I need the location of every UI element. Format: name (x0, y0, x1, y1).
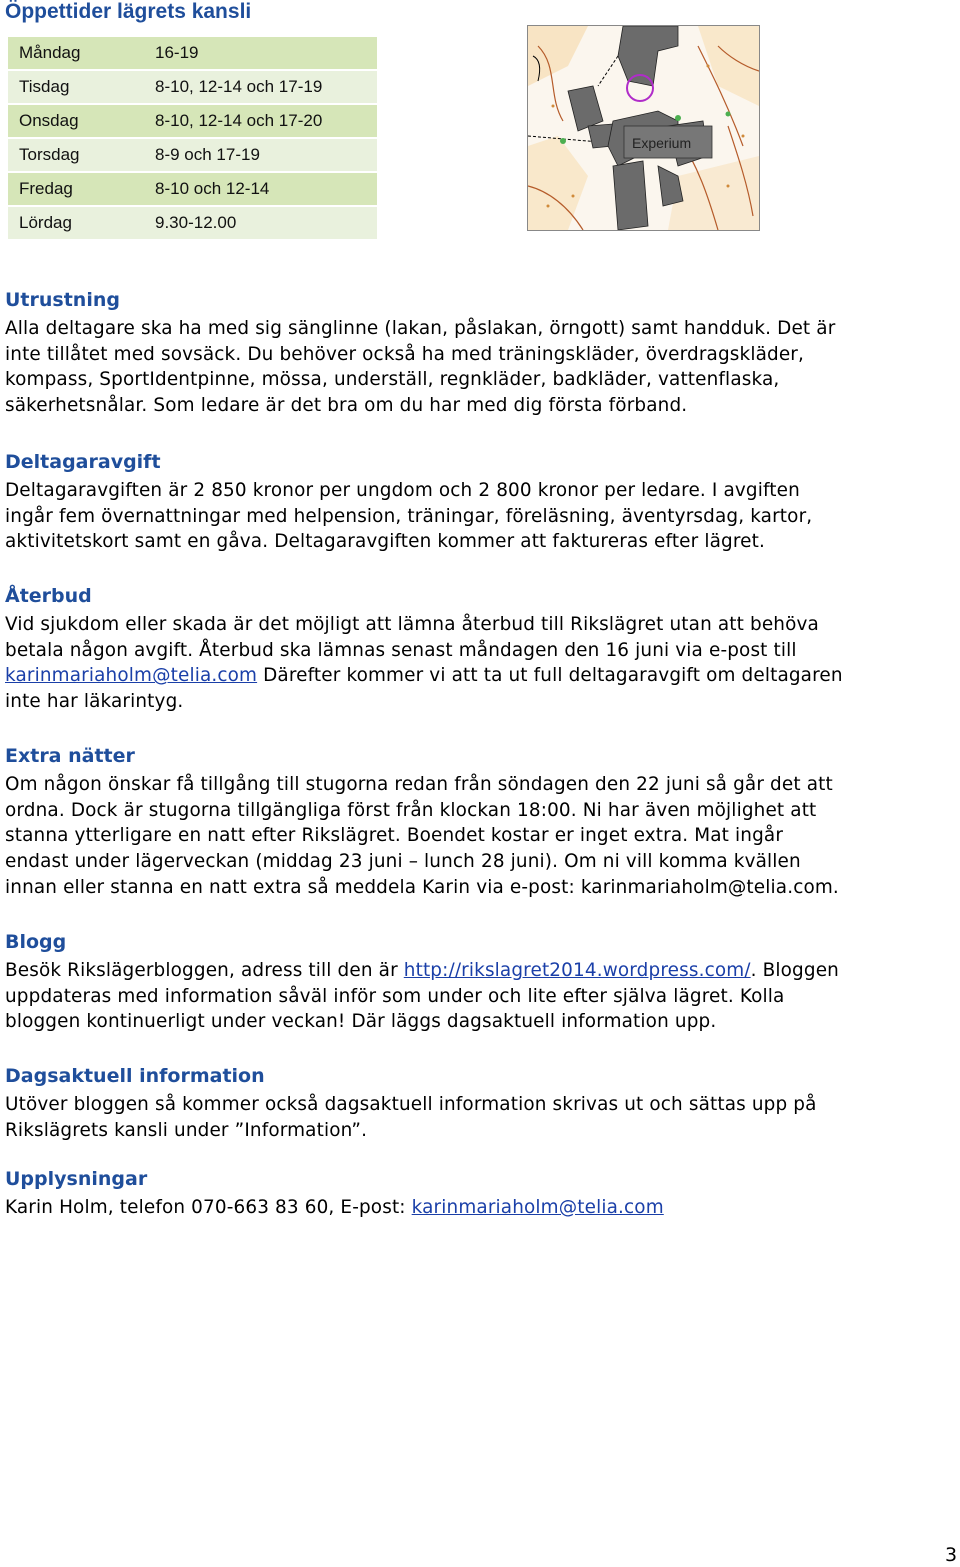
text-line: ingår fem övernattningar med helpension, träningar, föreläsning, äventyrsdag, kartor, (5, 505, 813, 527)
time-cell: 16-19 (144, 37, 377, 71)
section-blogg (5, 929, 960, 1035)
section-utrustning (5, 287, 960, 419)
section-aterbud (5, 583, 960, 715)
section-upplysningar (5, 1166, 960, 1221)
time-cell: 8-10, 12-14 och 17-20 (144, 105, 377, 139)
text-line: stanna ytterligare en natt efter Rikslägret. Boendet kostar er inget extra. Mat ingår (5, 825, 784, 847)
text-line: bloggen kontinuerligt under veckan! Där läggs dagsaktuell information upp. (5, 1011, 717, 1033)
section-body (5, 1092, 960, 1143)
section-body (5, 772, 960, 901)
section-heading: Återbud (5, 585, 92, 607)
text-line: Karin Holm, telefon 070-663 83 60, E-post: (5, 1197, 412, 1218)
text-line: Rikslägrets kansli under ”Information”. (5, 1119, 368, 1141)
text-line: Deltagaravgiften är 2 850 kronor per ungdom och 2 800 kronor per ledare. I avgiften (5, 480, 800, 501)
time-cell: 8-9 och 17-19 (144, 139, 377, 173)
email-link[interactable]: karinmariaholm@telia.com (411, 1197, 664, 1218)
orienteering-map (527, 25, 760, 231)
text-line: Utöver bloggen så kommer också dagsaktuell information skrivas ut och sättas upp på (5, 1094, 817, 1115)
table-row (8, 105, 377, 139)
section-heading: Upplysningar (5, 1168, 148, 1190)
blog-link[interactable]: http://rikslagret2014.wordpress.com/ (403, 960, 751, 981)
day-cell: Onsdag (8, 105, 144, 139)
email-link[interactable]: karinmariaholm@telia.com (5, 665, 258, 687)
text-line: Alla deltagare ska ha med sig sänglinne (lakan, påslakan, örngott) samt handduk. Det är (5, 318, 836, 339)
text-line: inte har läkarintyg. (5, 691, 184, 713)
text-line: säkerhetsnålar. Som ledare är det bra om du har med dig första förband. (5, 395, 688, 417)
section-body (5, 478, 960, 555)
section-heading: Deltagaravgift (5, 451, 161, 473)
day-cell: Lördag (8, 207, 144, 241)
section-heading: Utrustning (5, 289, 120, 311)
text-line: betala någon avgift. Återbud ska lämnas senast måndagen den 16 juni via e-post till (5, 639, 797, 661)
table-row (8, 139, 377, 173)
day-cell: Tisdag (8, 71, 144, 105)
section-heading: Blogg (5, 931, 67, 953)
section-body (5, 612, 960, 715)
text-line: Besök Rikslägerbloggen, adress till den är (5, 960, 404, 981)
page-title: Öppettider lägrets kansli (5, 0, 252, 23)
time-cell: 9.30-12.00 (144, 207, 377, 241)
section-deltagaravgift (5, 449, 960, 555)
table-row (8, 71, 377, 105)
text-line: inte tillåtet med sovsäck. Du behöver också ha med träningskläder, överdragskläder, (5, 343, 804, 365)
day-cell: Måndag (8, 37, 144, 71)
section-dagsaktuell (5, 1063, 960, 1143)
section-heading: Dagsaktuell information (5, 1065, 265, 1087)
text-line: endast under lägerveckan (middag 23 juni – lunch 28 juni). Om ni vill komma kvällen (5, 851, 801, 873)
section-extra-natter (5, 743, 960, 901)
section-heading: Extra nätter (5, 745, 135, 767)
text-line: uppdateras med information såväl inför som under och lite efter själva lägret. Kolla (5, 985, 785, 1007)
section-body (5, 1195, 960, 1221)
map-label: Experium (632, 135, 692, 151)
text-line: . Bloggen (750, 960, 839, 981)
text-line: Om någon önskar få tillgång till stugorna redan från söndagen den 22 juni så går det att (5, 774, 833, 795)
text-line: Vid sjukdom eller skada är det möjligt att lämna återbud till Rikslägret utan att behöva (5, 614, 819, 635)
day-cell: Torsdag (8, 139, 144, 173)
day-cell: Fredag (8, 173, 144, 207)
text-line: ordna. Dock är stugorna tillgängliga först från klockan 18:00. Ni har även möjlighet att (5, 799, 817, 821)
table-row (8, 173, 377, 207)
text-line: kompass, SportIdentpinne, mössa, underställ, regnkläder, badkläder, vattenflaska, (5, 369, 780, 391)
opening-hours-table (8, 37, 377, 241)
time-cell: 8-10, 12-14 och 17-19 (144, 71, 377, 105)
table-row (8, 37, 377, 71)
section-body (5, 958, 960, 1035)
time-cell: 8-10 och 12-14 (144, 173, 377, 207)
text-line: Därefter kommer vi att ta ut full deltagaravgift om deltagaren (257, 665, 843, 687)
page-number: 3 (945, 1544, 958, 1566)
table-row (8, 207, 377, 241)
map-image (528, 26, 759, 230)
text-line: aktivitetskort samt en gåva. Deltagaravgiften kommer att faktureras efter lägret. (5, 531, 765, 553)
section-body (5, 316, 960, 419)
text-line: innan eller stanna en natt extra så meddela Karin via e-post: karinmariaholm@telia.com. (5, 876, 839, 898)
